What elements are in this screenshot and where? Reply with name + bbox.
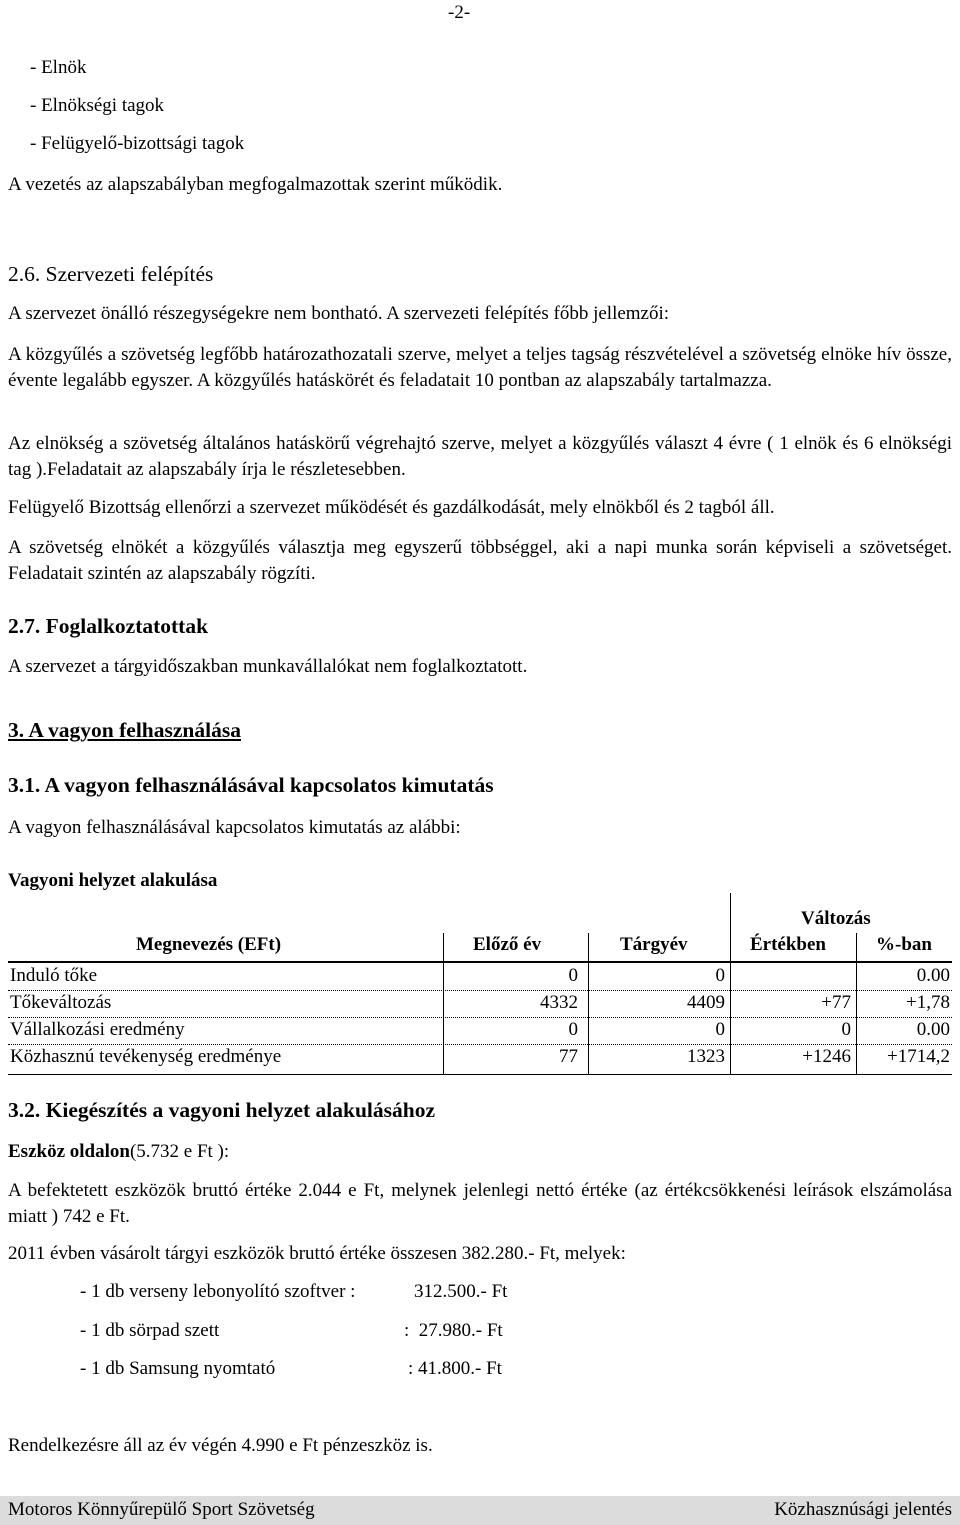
table-row-label: Közhasznú tevékenység eredménye [10, 1046, 282, 1067]
section-heading-3-1: 3.1. A vagyon felhasználásával kapcsolatos kimutatás [8, 773, 494, 797]
table-row-rule [8, 990, 952, 991]
table-header-cell: Tárgyév [620, 934, 688, 955]
list-item-asset-value: : 41.800.- Ft [408, 1358, 502, 1379]
section-3-1-text: A vagyon felhasználásával kapcsolatos kimutatás az alábbi: [8, 817, 461, 838]
list-item-role: - Felügyelő-bizottsági tagok [30, 133, 245, 154]
page-number: -2- [448, 2, 471, 23]
list-item-asset-name: - 1 db sörpad szett [80, 1320, 220, 1341]
section-2-6-line1: A szervezet önálló részegységekre nem bontható. A szervezeti felépítés főbb jellemzői: [8, 303, 670, 324]
table-cell: 4409 [687, 992, 725, 1013]
footer-organization: Motoros Könnyűrepülő Sport Szövetség [8, 1499, 315, 1520]
section-3-2-para1: A befektetett eszközök bruttó értéke 2.044 e Ft, melynek jelenlegi nettó értéke (az értékcsökkenési leírások elszámolása miatt ) 742 e Ft. [8, 1180, 952, 1227]
table-row-label: Tőkeváltozás [10, 992, 112, 1013]
footer-report-title: Közhasznúsági jelentés [774, 1499, 952, 1520]
section-2-6-para2: Az elnökség a szövetség általános hatáskörű végrehajtó szerve, melyet a közgyűlés választ 4 évre ( 1 elnök és 6 elnökségi tag ).Feladatait az alapszabály írja le részletesebben. [8, 433, 952, 480]
table-cell: 0 [568, 965, 578, 986]
section-2-7-text: A szervezet a tárgyidőszakban munkavállalókat nem foglalkoztatott. [8, 656, 528, 677]
table-header-cell: Értékben [750, 934, 826, 955]
table-header-cell: Előző év [473, 934, 542, 955]
section-heading-3-2: 3.2. Kiegészítés a vagyoni helyzet alakulásához [8, 1098, 435, 1122]
section-3-2-para2: 2011 évben vásárolt tárgyi eszközök bruttó értéke összesen 382.280.- Ft, melyek: [8, 1243, 626, 1264]
table-cell: +1246 [802, 1046, 851, 1067]
section-2-6-para4: A szövetség elnökét a közgyűlés választja meg egyszerű többséggel, aki a napi munka során képviseli a szövetséget. Feladatait szintén az alapszabály rögzíti. [8, 537, 952, 584]
asset-table [8, 893, 952, 1075]
list-item-asset-value: 312.500.- Ft [414, 1281, 508, 1302]
table-row-label: Vállalkozási eredmény [10, 1019, 185, 1040]
asset-label-rest: (5.732 e Ft ): [129, 1141, 230, 1162]
table-cell: 0 [841, 1019, 851, 1040]
list-item-role: - Elnök [30, 57, 87, 78]
table-row-rule [8, 1017, 952, 1018]
closing-sentence: Rendelkezésre áll az év végén 4.990 e Ft pénzeszköz is. [8, 1435, 433, 1456]
list-item-asset-name: - 1 db verseny lebonyolító szoftver : [80, 1281, 356, 1302]
intro-sentence: A vezetés az alapszabályban megfogalmazottak szerint működik. [8, 174, 503, 195]
table-cell: 4332 [540, 992, 578, 1013]
table-cell: 77 [559, 1046, 578, 1067]
table-divider [588, 933, 589, 1075]
table-divider [730, 893, 731, 1075]
section-heading-2-7: 2.7. Foglalkoztatottak [8, 614, 209, 638]
table-cell: +1714,2 [887, 1046, 950, 1067]
section-heading-3: 3. A vagyon felhasználása [8, 718, 241, 742]
table-header-cell: Megnevezés (EFt) [136, 934, 282, 955]
table-group-header: Változás [801, 908, 871, 929]
table-cell: 0 [715, 1019, 725, 1040]
table-cell: 0 [568, 1019, 578, 1040]
table-divider [443, 933, 444, 1075]
page-footer [0, 1496, 960, 1525]
table-cell: 0 [715, 965, 725, 986]
asset-label [8, 1141, 229, 1163]
table-divider [856, 933, 857, 1075]
list-item-asset-value: : 27.980.- Ft [404, 1320, 503, 1341]
table-header-cell: %-ban [876, 934, 932, 955]
list-item-role: - Elnökségi tagok [30, 95, 165, 116]
section-heading-2-6: 2.6. Szervezeti felépítés [8, 262, 214, 286]
table-cell: +77 [821, 992, 851, 1013]
section-2-6-para1: A közgyűlés a szövetség legfőbb határozathozatali szerve, melyet a teljes tagság részvételével a szövetség elnöke hív össze, évente legalább egyszer. A közgyűlés hatáskörét és feladatait 10 pontban az alapszabály tartalmazza. [8, 344, 952, 391]
list-item-asset-name: - 1 db Samsung nyomtató [80, 1358, 276, 1379]
asset-label-bold: Eszköz oldalon [8, 1141, 130, 1162]
table-row-label: Induló tőke [10, 965, 98, 986]
table-title: Vagyoni helyzet alakulása [8, 870, 218, 891]
table-cell: 1323 [687, 1046, 725, 1067]
table-header-rule [8, 961, 952, 963]
table-cell: 0.00 [916, 1019, 950, 1040]
section-2-6-para3: Felügyelő Bizottság ellenőrzi a szervezet működését és gazdálkodását, mely elnökből és 2 tagból áll. [8, 497, 775, 518]
table-cell: 0.00 [916, 965, 950, 986]
table-row-rule [8, 1044, 952, 1045]
table-bottom-rule [8, 1074, 952, 1075]
table-cell: +1,78 [906, 992, 950, 1013]
